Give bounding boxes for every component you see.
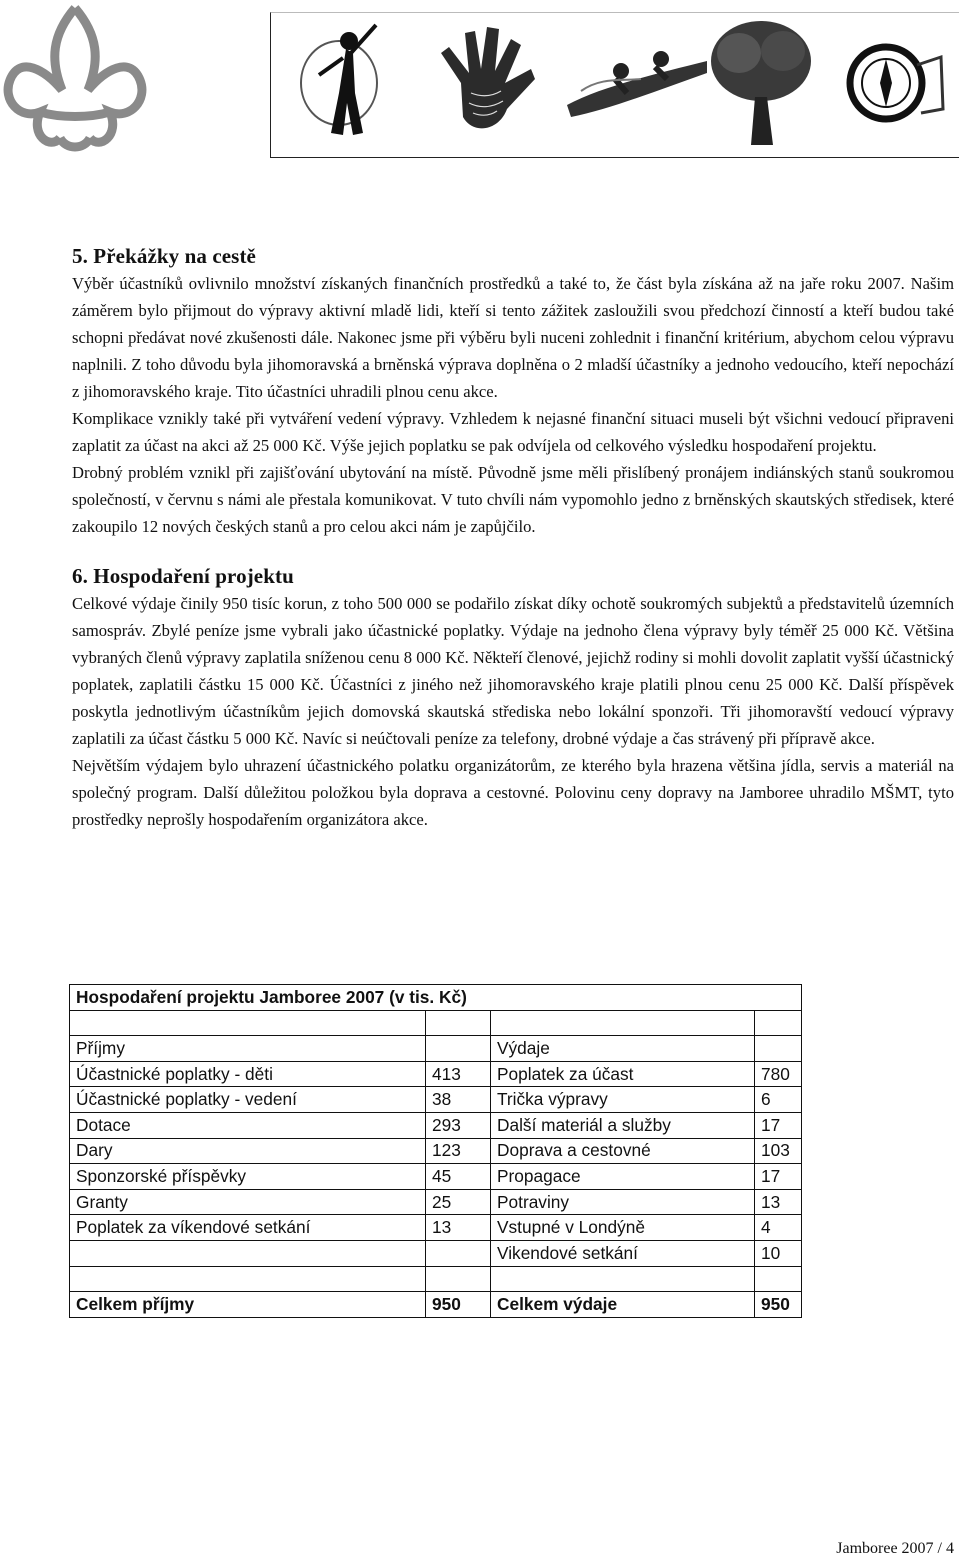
income-label: Dotace (70, 1112, 426, 1138)
expense-label: Doprava a cestovné (491, 1138, 755, 1164)
table-row (70, 1061, 802, 1087)
income-value: 38 (426, 1087, 491, 1113)
table-row (70, 1112, 802, 1138)
expense-label: Další materiál a služby (491, 1112, 755, 1138)
section5-paragraph: Komplikace vznikly také při vytváření vedení výpravy. Vzhledem k nejasné finanční situaci museli být všichni vedoucí připraveni zaplatit za účast na akci až 25 000 Kč. Výše jejich poplatku se pak odvíjela od celkového výsledku hospodaření projektu. (72, 409, 954, 455)
income-value (426, 1240, 491, 1266)
scout-fleur-de-lis-logo (0, 0, 150, 165)
expense-value: 6 (755, 1087, 802, 1113)
dancer-silhouette-image (291, 13, 401, 157)
section6-heading: 6. Hospodaření projektu (72, 564, 294, 588)
income-value: 13 (426, 1215, 491, 1241)
page-header (0, 0, 960, 165)
income-label: Granty (70, 1189, 426, 1215)
section5-heading: 5. Překážky na cestě (72, 244, 256, 268)
table-title: Hospodaření projektu Jamboree 2007 (v tis. Kč) (70, 985, 802, 1011)
income-value: 413 (426, 1061, 491, 1087)
total-income-value: 950 (426, 1292, 491, 1318)
expense-value: 4 (755, 1215, 802, 1241)
total-expense-value: 950 (755, 1292, 802, 1318)
table-row (70, 1240, 802, 1266)
finance-table (69, 984, 802, 1318)
expense-label: Potraviny (491, 1189, 755, 1215)
document-body (72, 242, 954, 833)
page-footer: Jamboree 2007 / 4 (836, 1540, 954, 1557)
income-label (70, 1240, 426, 1266)
income-label: Účastnické poplatky - děti (70, 1061, 426, 1087)
header-image-strip (270, 12, 959, 158)
section6-paragraph: Celkové výdaje činily 950 tisíc korun, z toho 500 000 se podařilo získat díky ochotě soukromých subjektů a představitelů územních samospráv. Zbylé peníze jsme vybrali jako účastnické poplatky. Výdaje na jednoho člena výpravy byly téměř 25 000 Kč. Většina vybraných členů výpravy zaplatila sníženou cenu 8 000 Kč. Někteří členové, jejichž rodiny si mohli dovolit zaplatit vyšší účastnický poplatek, zaplatili částku 15 000 Kč. Účastníci z jiného než jihomoravského kraje platili plnou cenu 25 000 Kč. Další příspěvek poskytla jednotlivým účastníkům jejich domovská skautská střediska nebo lokální sponzoři. Tři jihomoravští vedoucí výpravy zaplatili za účast částku 5 000 Kč. Navíc si neúčtovali peníze za telefony, drobné výdaje a čas strávený při přípravě akce. (72, 594, 954, 748)
section5-paragraph: Výběr účastníků ovlivnilo množství získaných finančních prostředků a také to, že část byla získána až na jaře roku 2007. Našim záměrem bylo přijmout do výpravy aktivní mladě lidi, kteří si tento zážitek zasloužili svou předchozí činností a kteří budou také schopni předávat nové zkušenosti dále. Nakonec jsme při výběru byli nuceni zohlednit i finanční kritérium, abychom celou výpravu naplnili. Z toho důvodu byla jihomoravská a brněnská výprava doplněna o 2 mladší účastníky a jednoho vedoucího, kteří nepochází z jihomoravského kraje. Tito účastníci uhradili plnou cenu akce. (72, 274, 954, 401)
income-value: 293 (426, 1112, 491, 1138)
income-value: 45 (426, 1164, 491, 1190)
total-income-label: Celkem příjmy (70, 1292, 426, 1318)
table-spacer-row (70, 1010, 802, 1036)
section5-paragraph: Drobný problém vznikl při zajišťování ubytování na místě. Původně jsme měli přislíbený pronájem indiánských stanů soukromou společností, v červnu s námi ale přestala komunikovat. V tuto chvíli nám vypomohlo jedno z brněnských skautských středisek, které zakoupilo 12 nových českých stanů a pro celou akci nám je zapůjčilo. (72, 463, 954, 536)
total-expense-label: Celkem výdaje (491, 1292, 755, 1318)
expense-value: 13 (755, 1189, 802, 1215)
expense-label: Vikendové setkání (491, 1240, 755, 1266)
expense-header: Výdaje (491, 1036, 755, 1062)
income-label: Sponzorské příspěvky (70, 1164, 426, 1190)
table-row (70, 1087, 802, 1113)
compass-image (831, 13, 951, 157)
table-row (70, 1138, 802, 1164)
expense-label: Poplatek za účast (491, 1061, 755, 1087)
table-title-row (70, 985, 802, 1011)
income-header: Příjmy (70, 1036, 426, 1062)
tree-image (701, 13, 821, 157)
table-total-row (70, 1292, 802, 1318)
expense-value: 17 (755, 1164, 802, 1190)
income-value: 25 (426, 1189, 491, 1215)
expense-label: Trička výpravy (491, 1087, 755, 1113)
income-label: Poplatek za víkendové setkání (70, 1215, 426, 1241)
table-row (70, 1215, 802, 1241)
expense-value: 103 (755, 1138, 802, 1164)
table-row (70, 1164, 802, 1190)
expense-label: Propagace (491, 1164, 755, 1190)
expense-value: 17 (755, 1112, 802, 1138)
table-header-row (70, 1036, 802, 1062)
income-value: 123 (426, 1138, 491, 1164)
expense-label: Vstupné v Londýně (491, 1215, 755, 1241)
expense-value: 10 (755, 1240, 802, 1266)
table-row (70, 1189, 802, 1215)
table-spacer-row (70, 1266, 802, 1292)
section6-paragraph: Největším výdajem bylo uhrazení účastnického polatku organizátorům, ze kterého byla hrazena většina jídla, servis a materiál na společný program. Další důležitou položkou byla doprava a cestovné. Polovinu ceny dopravy na Jamboree uhradilo MŠMT, tyto prostředky neprošly hospodařením organizátora akce. (72, 756, 954, 829)
handprint-image (421, 13, 551, 157)
rafting-boat-image (561, 13, 711, 157)
income-label: Dary (70, 1138, 426, 1164)
expense-value: 780 (755, 1061, 802, 1087)
income-label: Účastnické poplatky - vedení (70, 1087, 426, 1113)
